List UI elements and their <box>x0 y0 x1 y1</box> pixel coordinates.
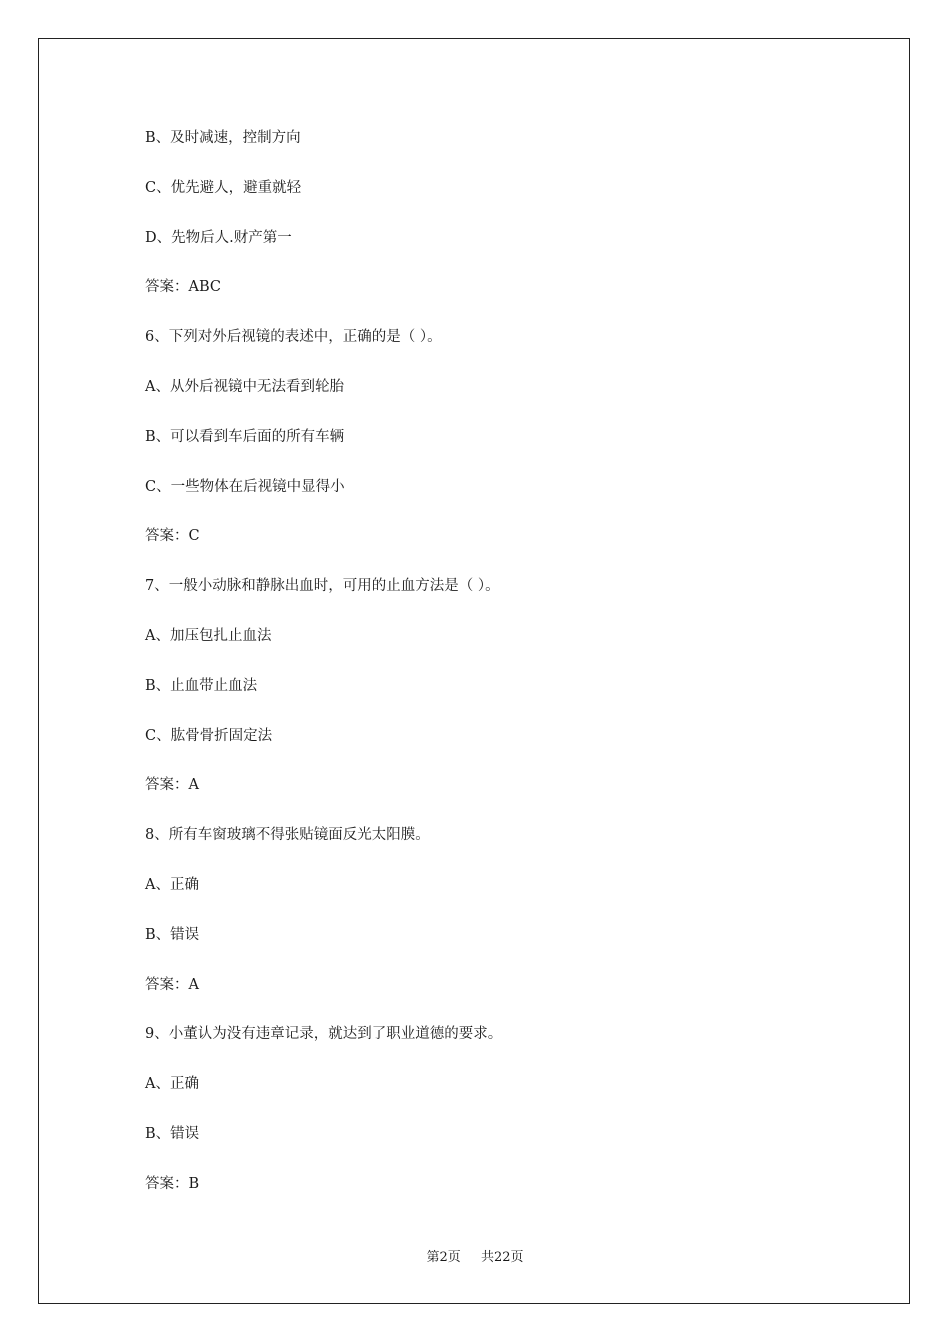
question-9: 9、小董认为没有违章记录，就达到了职业道德的要求。 <box>145 1026 503 1043</box>
question-7: 7、一般小动脉和静脉出血时，可用的止血方法是（ ）。 <box>145 578 500 595</box>
option-a: A、正确 <box>145 1076 199 1093</box>
page-footer <box>0 1246 950 1265</box>
answer: 答案：A <box>145 777 199 794</box>
page-total: 共22页 <box>480 1250 524 1265</box>
page-number: 第2页 <box>426 1250 461 1265</box>
option-b: B、止血带止血法 <box>145 677 258 694</box>
question-8: 8、所有车窗玻璃不得张贴镜面反光太阳膜。 <box>145 827 430 844</box>
document-body <box>145 126 865 1222</box>
option-b: B、错误 <box>145 926 200 943</box>
option-c: C、肱骨骨折固定法 <box>145 727 273 744</box>
option-d: D、先物后人.财产第一 <box>145 229 292 246</box>
option-b: B、错误 <box>145 1125 200 1142</box>
option-b: B、可以看到车后面的所有车辆 <box>145 428 345 445</box>
answer: 答案：B <box>145 1175 200 1192</box>
answer: 答案：A <box>145 976 199 993</box>
option-c: C、一些物体在后视镜中显得小 <box>145 478 345 495</box>
question-6: 6、下列对外后视镜的表述中，正确的是（ ）。 <box>145 329 442 346</box>
answer: 答案：ABC <box>145 279 221 296</box>
option-c: C、优先避人，避重就轻 <box>145 179 302 196</box>
option-a: A、加压包扎止血法 <box>145 627 272 644</box>
option-b: B、及时减速，控制方向 <box>145 130 301 146</box>
option-a: A、从外后视镜中无法看到轮胎 <box>145 378 344 395</box>
option-a: A、正确 <box>145 876 199 893</box>
answer: 答案：C <box>145 528 200 545</box>
